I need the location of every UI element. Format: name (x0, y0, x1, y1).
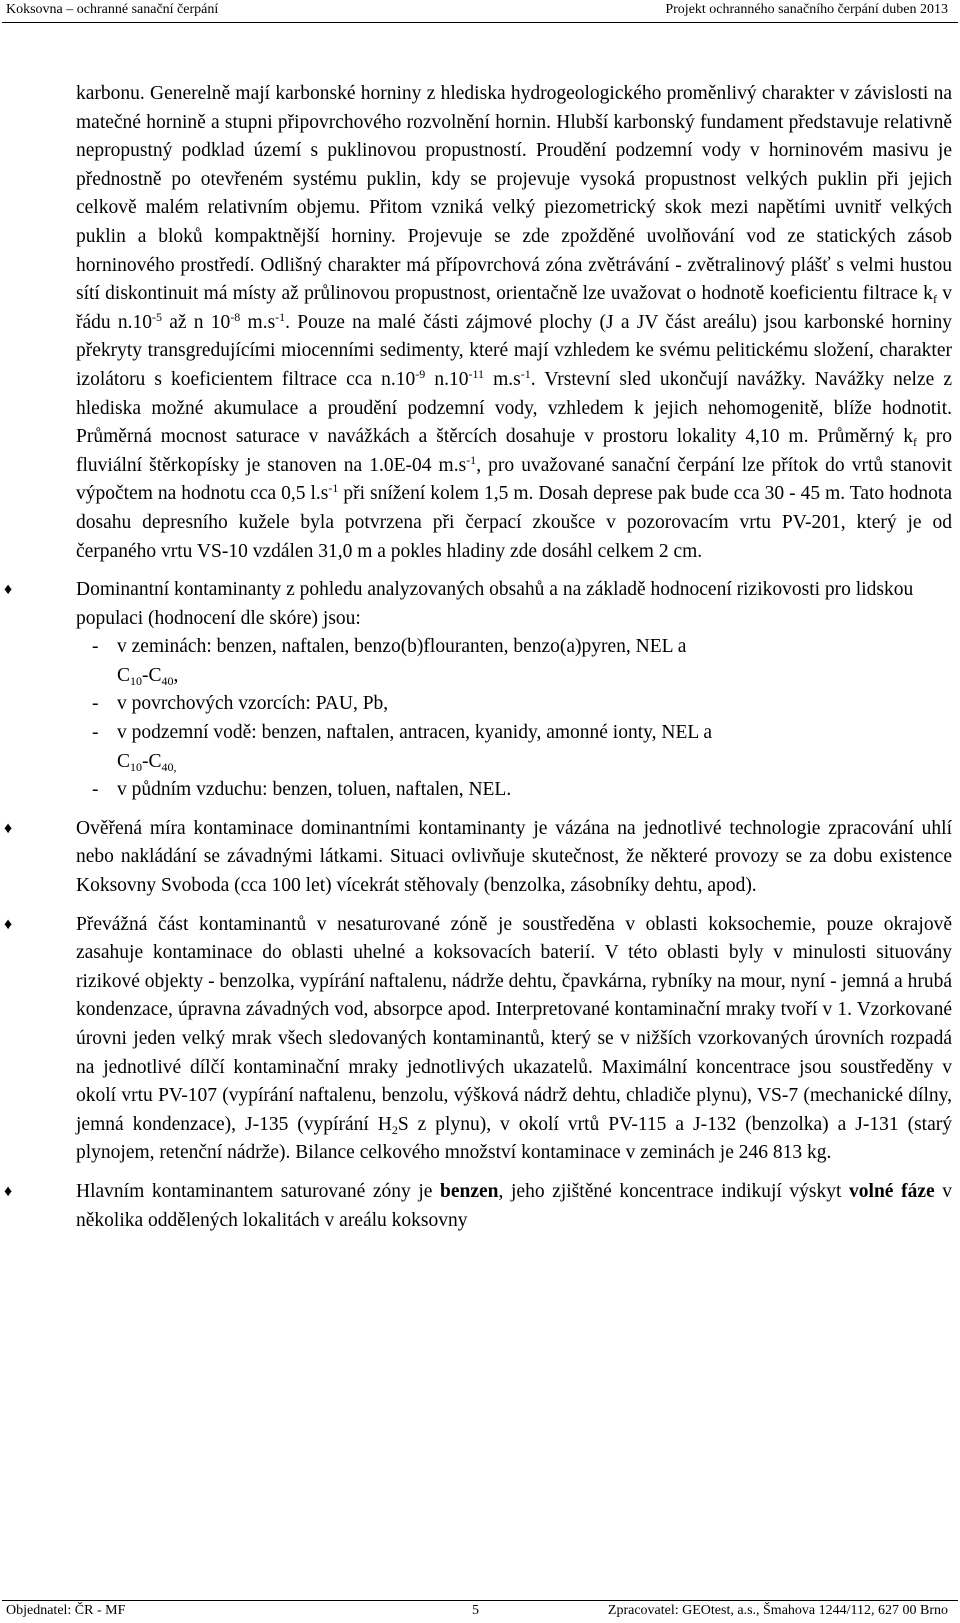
bullet-intro: Dominantní kontaminanty z pohledu analyzovaných obsahů a na základě hodnocení rizikovosti pro lidskou populaci (hodnocení dle skóre) jsou: (76, 579, 914, 629)
list-item: - v podzemní vodě: benzen, naftalen, antracen, kyanidy, amonné ionty, NEL a $C_{10}-C_{40,}$ (92, 722, 713, 774)
document-body (4, 80, 953, 1245)
bullet-text: Hlavním kontaminantem saturované zóny je benzen, jeho zjištěné koncentrace indikují výskyt volné fáze v několika oddělených lokalitách v areálu koksovny (76, 1180, 952, 1231)
list-item: - v zeminách: benzen, naftalen, benzo(b)flouranten, benzo(a)pyren, NEL a $C_{10}-C_{40}$, (92, 636, 687, 688)
contaminant-list (76, 633, 952, 805)
bold-term: volné fáze (849, 1180, 935, 1202)
diamond-bullet-icon: ♦ (4, 1182, 13, 1200)
bullet-dominant-contaminants (4, 576, 952, 805)
footer-contractor: Zpracovatel: GEOtest, a.s., Šmahova 1244/112, 627 00 Brno (607, 1603, 948, 1618)
page-number: 5 (472, 1603, 479, 1618)
hydrogeology-paragraph: karbonu. Generelně mají karbonské horniny z hlediska hydrogeologického proměnlivý charakter v závislosti na matečné hornině a stupni připovrchového rozvolnění hornin. Hlubší karbonský fundament představuje relativně nepropustný podklad území s puklinovou propustností. Proudění podzemní vody v horninovém masivu je přednostně po otevřeném systému puklin, kdy se projevuje vysoká propustnost velkých puklin při jejich celkově malém relativním objemu. Přitom vzniká velký piezometrický skok mezi napětími uvnitř velkých puklin a bloků kompaktnější horniny. Projevuje se zde zpožděné uvolňování vod ze statických zásob horninového prostředí. Odlišný charakter má přípovrchová zóna zvětrávání - zvětralinový plášť s velmi hustou sítí diskontinuit má místy až průlinovou propustnost, orientačně lze uvažovat o hodnotě koeficientu filtrace $k_f$ v řádu $n.10^{-5}$ až n $10^{-8}$ $m.s^{-1}$. Pouze na malé části zájmové plochy (J a JV část areálu) jsou karbonské horniny překryty transgredujícími miocenními sedimenty, které mají vzhledem ke svému pelitickému složení, charakter izolátoru s koeficientem filtrace cca $n.10^{-9}$ $n.10^{-11}$ $m.s^{-1}$. Vrstevní sled ukončují navážky. Navážky nelze z hlediska možné akumulace a proudění podzemní vody, vzhledem k jejich nehomogenitě, blíže hodnotit. Průměrná mocnost saturace v navážkách a štěrcích dosahuje v prostoru lokality 4,10 m. Průměrný $k_f$ pro fluviální štěrkopísky je stanoven na 1.0E-04 $m.s^{-1}$, pro uvažované sanační čerpání lze přítok do vrtů stanovit výpočtem na hodnotu cca 0,5 $l.s^{-1}$ při snížení kolem 1,5 m. Dosah deprese pak bude cca 30 - 45 m. Tato hodnota dosahu depresního kužele byla potvrzena při čerpací zkoušce v pozorovacím vrtu PV-201, který je od čerpaného vrtu VS-10 vzdálen 31,0 m a pokles hladiny zde dosáhl celkem 2 cm. (76, 83, 953, 562)
footer-client: Objednatel: ČR - MF (6, 1603, 126, 1618)
header-left-title: Koksovna – ochranné sanační čerpání (6, 2, 219, 17)
page-footer (2, 1600, 958, 1623)
bullet-text: Převážná část kontaminantů v nesaturované zóně je soustředěna v oblasti koksochemie, pouze okrajově zasahuje kontaminace do oblasti uhelné a koksovacích baterií. V této oblasti byly v minulosti situovány rizikové objekty - benzolka, vypírání naftalenu, nádrže dehtu, čpavkárna, rybníky na mour, nyní - jemná a hrubá kondenzace, úpravna závadných vod, absorpce apod. Interpretované kontaminační mraky tvoří v 1. Vzorkované úrovni jeden velký mrak všech sledovaných kontaminantů, který se v nižších vzorkovaných úrovních rozpadá na jednotlivé dílčí kontaminační mraky jednotlivých ukazatelů. Maximální koncentrace jsou soustředěny v okolí vrtu PV-107 (vypírání naftalenu, benzolu, výšková nádrž dehtu, chladiče plynu), VS-7 (mechanické dílny, jemná kondenzace), J-135 (vypírání $H_2S$ z plynu), v okolí vrtů PV-115 a J-132 (benzolka) a J-131 (starý plynojem, retenční nádrže). Bilance celkového množství kontaminace v zeminách je 246 813 kg. (76, 913, 952, 1164)
page-header (2, 0, 958, 23)
list-item: - v povrchových vzorcích: PAU, Pb, (92, 693, 389, 715)
diamond-bullet-icon: ♦ (4, 581, 13, 599)
diamond-bullet-icon: ♦ (4, 915, 13, 933)
bullet-text: Ověřená míra kontaminace dominantními kontaminanty je vázána na jednotlivé technologie zpracování uhlí nebo nakládání se závadnými látkami. Situaci ovlivňuje skutečnost, že některé provozy se za dobu existence Koksovny Svoboda (cca 100 let) vícekrát stěhovaly (benzolka, zásobníky dehtu, apod). (76, 817, 952, 897)
diamond-bullet-icon: ♦ (4, 819, 13, 837)
bold-term: benzen (440, 1180, 499, 1202)
bullet-unsaturated-zone (4, 911, 952, 1168)
bullet-contamination-extent (4, 815, 952, 901)
header-right-title: Projekt ochranného sanačního čerpání duben 2013 (665, 2, 948, 17)
bullet-saturated-zone (4, 1178, 952, 1235)
list-item: - v půdním vzduchu: benzen, toluen, naftalen, NEL. (92, 779, 512, 801)
